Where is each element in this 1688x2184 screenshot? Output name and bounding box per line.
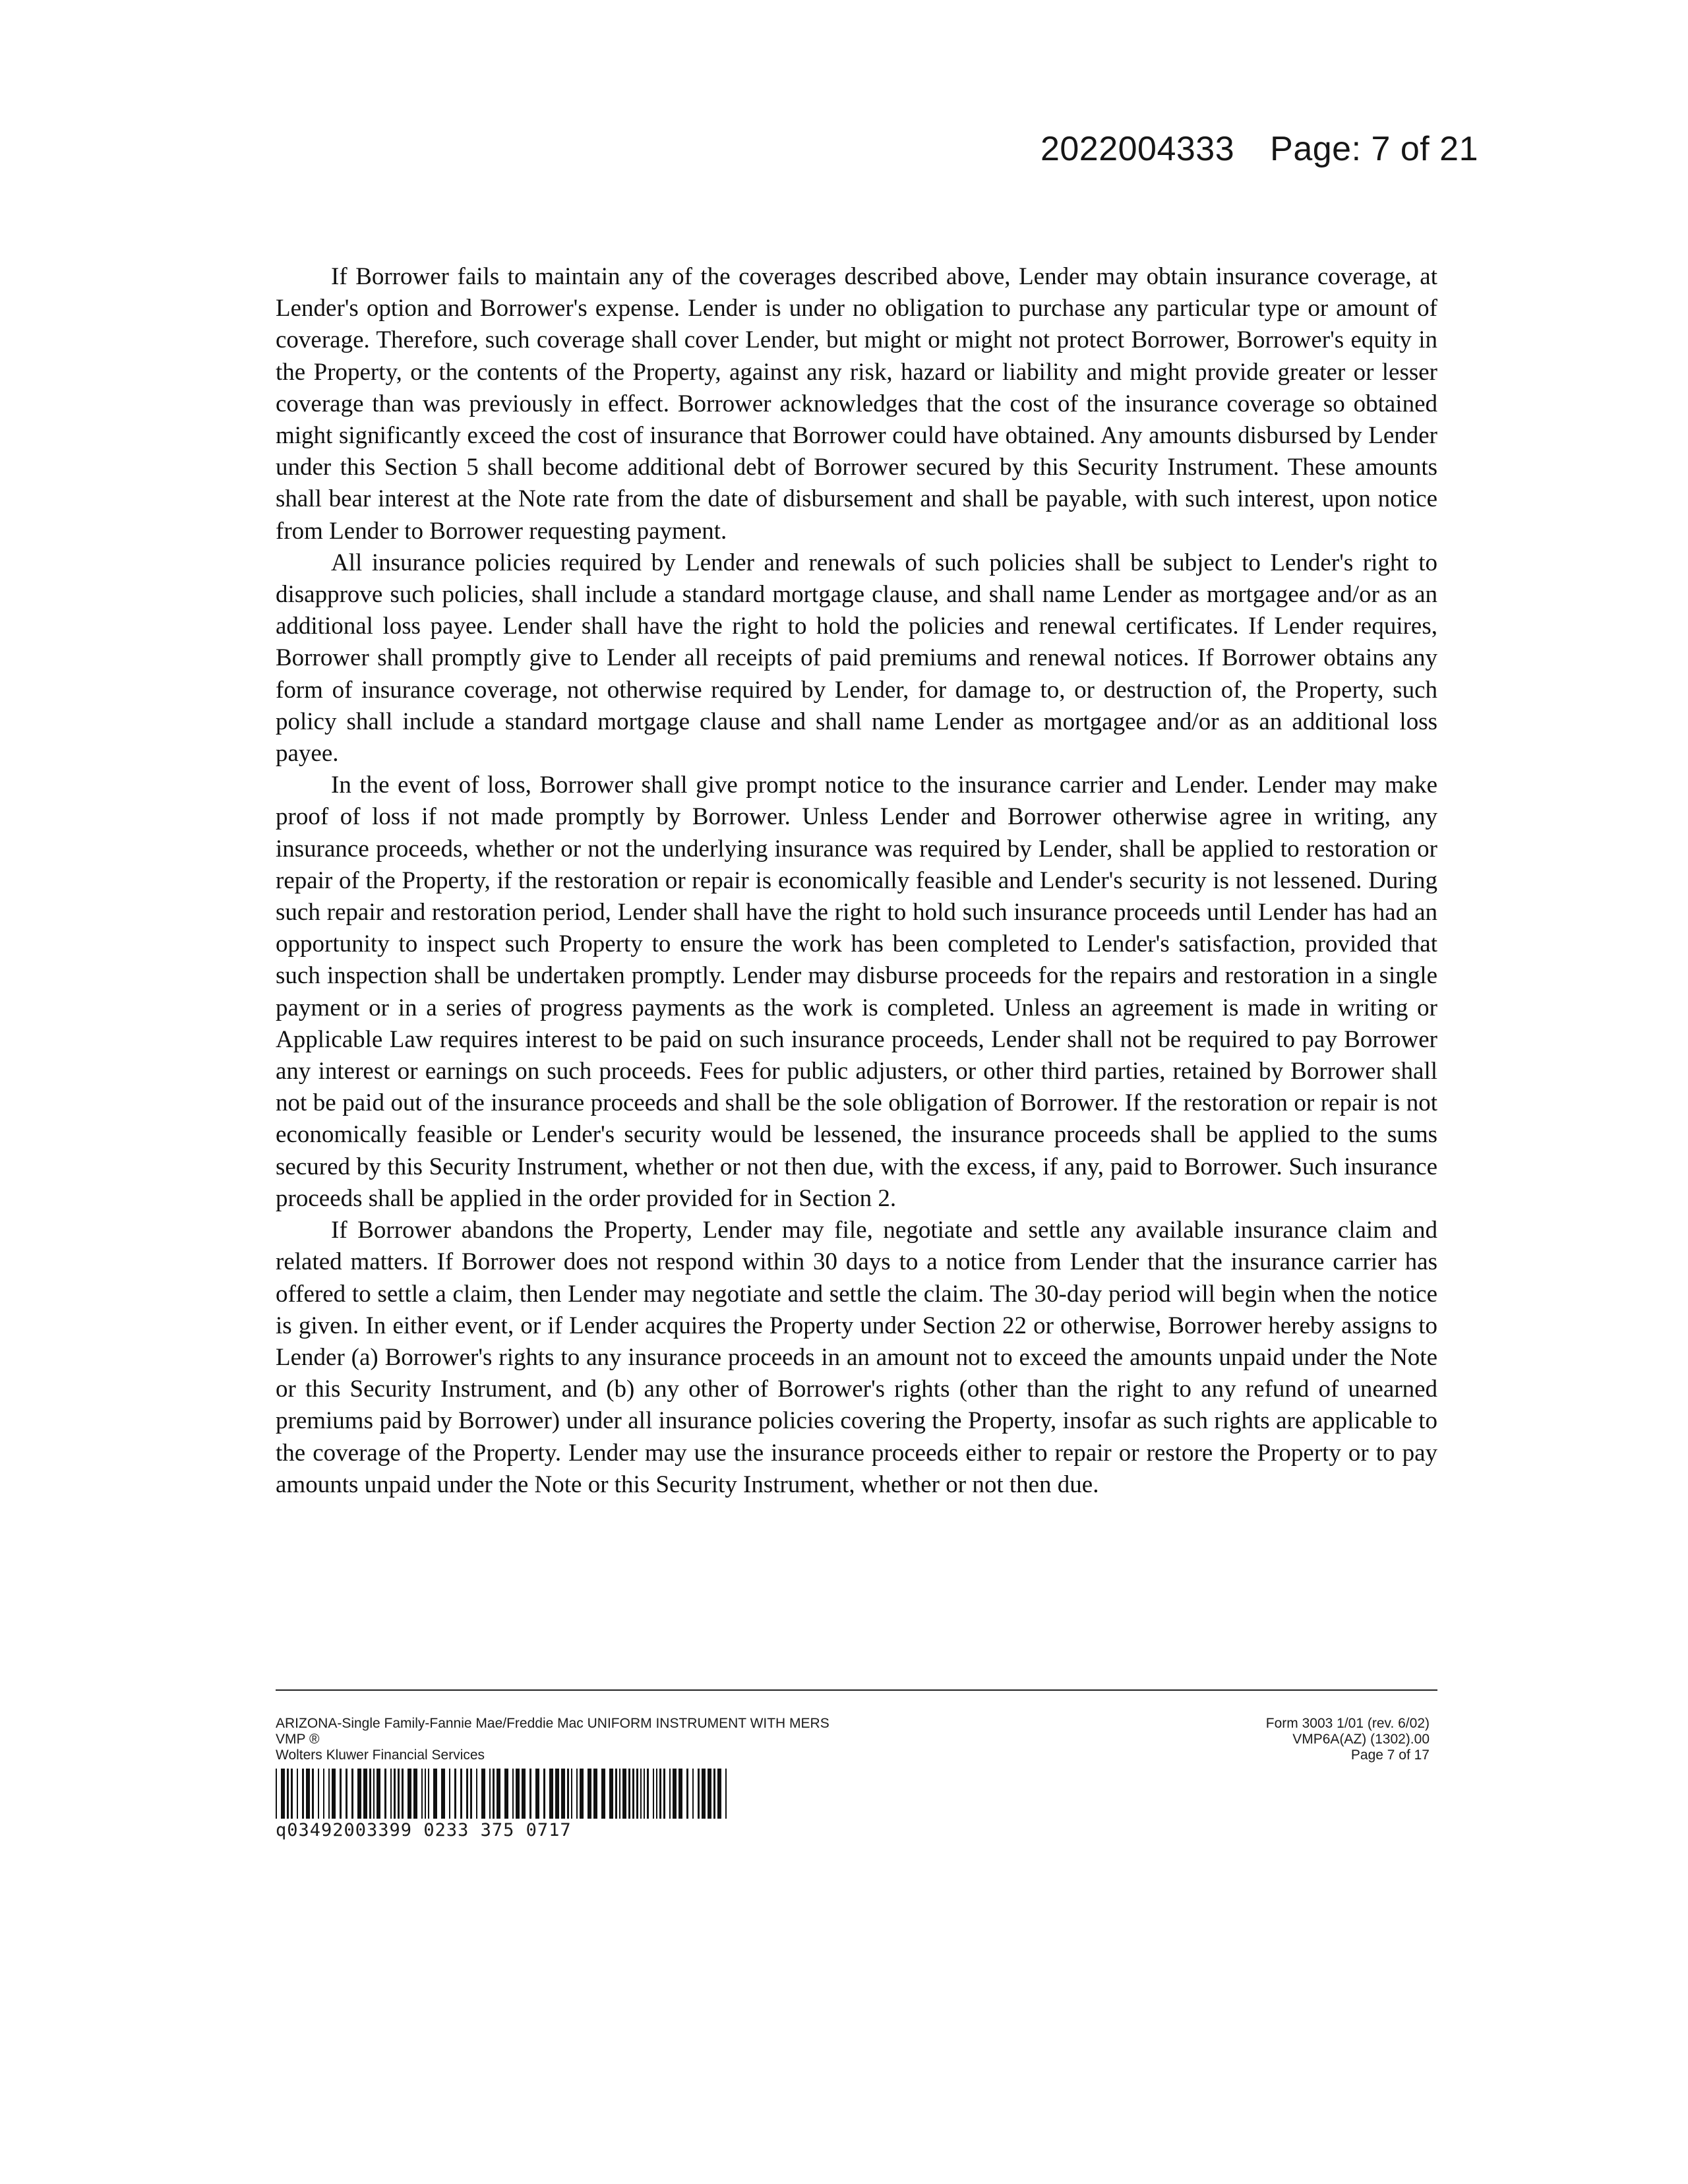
page-label: Page: 7 of 21	[1270, 130, 1478, 168]
barcode-number: q03492003399 0233 375 0717	[276, 1820, 572, 1840]
document-body	[276, 261, 1437, 1501]
barcode-icon	[276, 1769, 731, 1819]
paragraph: If Borrower fails to maintain any of the coverages described above, Lender may obtain insurance coverage, at Lender's option and Borrower's expense. Lender is under no obligation to purchase any particular type or amount of coverage. Therefore, such coverage shall cover Lender, but might or might not protect Borrower, Borrower's equity in the Property, or the contents of the Property, against any risk, hazard or liability and might provide greater or lesser coverage than was previously in effect. Borrower acknowledges that the cost of the insurance coverage so obtained might significantly exceed the cost of insurance that Borrower could have obtained. Any amounts disbursed by Lender under this Section 5 shall become additional debt of Borrower secured by this Security Instrument. These amounts shall bear interest at the Note rate from the date of disbursement and shall be payable, with such interest, upon notice from Lender to Borrower requesting payment.	[276, 263, 1437, 545]
recording-stamp	[1040, 129, 1478, 169]
footer-form-info	[276, 1716, 829, 1763]
paragraph: In the event of loss, Borrower shall give prompt notice to the insurance carrier and Lender. Lender may make proof of loss if not made promptly by Borrower. Unless Lender and Borrower otherwise agree in writing, any insurance proceeds, whether or not the underlying insurance was required by Lender, shall be applied to restoration or repair of the Property, if the restoration or repair is economically feasible and Lender's security is not lessened. During such repair and restoration period, Lender shall have the right to hold such insurance proceeds until Lender has had an opportunity to inspect such Property to ensure the work has been completed to Lender's satisfaction, provided that such inspection shall be undertaken promptly. Lender may disburse proceeds for the repairs and restoration in a single payment or in a series of progress payments as the work is completed. Unless an agreement is made in writing or Applicable Law requires interest to be paid on such insurance proceeds, Lender shall not be required to pay Borrower any interest or earnings on such proceeds. Fees for public adjusters, or other third parties, retained by Borrower shall not be paid out of the insurance proceeds and shall be the sole obligation of Borrower. If the restoration or repair is not economically feasible or Lender's security would be lessened, the insurance proceeds shall be applied to the sums secured by this Security Instrument, whether or not then due, with the excess, if any, paid to Borrower. Such insurance proceeds shall be applied in the order provided for in Section 2.	[276, 772, 1437, 1212]
form-page: Page 7 of 17	[1350, 1747, 1430, 1763]
footer-form-number	[1266, 1716, 1430, 1763]
paragraph: All insurance policies required by Lender and renewals of such policies shall be subject to Lender's right to disapprove such policies, shall include a standard mortgage clause, and shall name Lender as mortgagee and/or as an additional loss payee. Lender shall have the right to hold the policies and renewal certificates. If Lender requires, Borrower shall promptly give to Lender all receipts of paid premiums and renewal notices. If Borrower obtains any form of insurance coverage, not otherwise required by Lender, for damage to, or destruction of, the Property, such policy shall include a standard mortgage clause and shall name Lender as mortgagee and/or as an additional loss payee.	[276, 549, 1437, 768]
footer-divider	[276, 1689, 1437, 1691]
publisher: Wolters Kluwer Financial Services	[276, 1747, 485, 1763]
document-number: 2022004333	[1040, 130, 1235, 168]
paragraph: If Borrower abandons the Property, Lender may file, negotiate and settle any available insurance claim and related matters. If Borrower does not respond within 30 days to a notice from Lender that the insurance carrier has offered to settle a claim, then Lender may negotiate and settle the claim. The 30-day period will begin when the notice is given. In either event, or if Lender acquires the Property under Section 22 or otherwise, Borrower hereby assigns to Lender (a) Borrower's rights to any insurance proceeds in an amount not to exceed the amounts unpaid under the Note or this Security Instrument, and (b) any other of Borrower's rights (other than the right to any refund of unearned premiums paid by Borrower) under all insurance policies covering the Property, insofar as such rights are applicable to the coverage of the Property. Lender may use the insurance proceeds either to repair or restore the Property or to pay amounts unpaid under the Note or this Security Instrument, whether or not then due.	[276, 1217, 1437, 1498]
form-number: Form 3003 1/01 (rev. 6/02)	[1265, 1716, 1430, 1731]
vmp-label: VMP ®	[276, 1732, 320, 1747]
form-title: ARIZONA-Single Family-Fannie Mae/Freddie Mac UNIFORM INSTRUMENT WITH MERS	[276, 1716, 829, 1731]
form-code: VMP6A(AZ) (1302).00	[1292, 1732, 1430, 1747]
